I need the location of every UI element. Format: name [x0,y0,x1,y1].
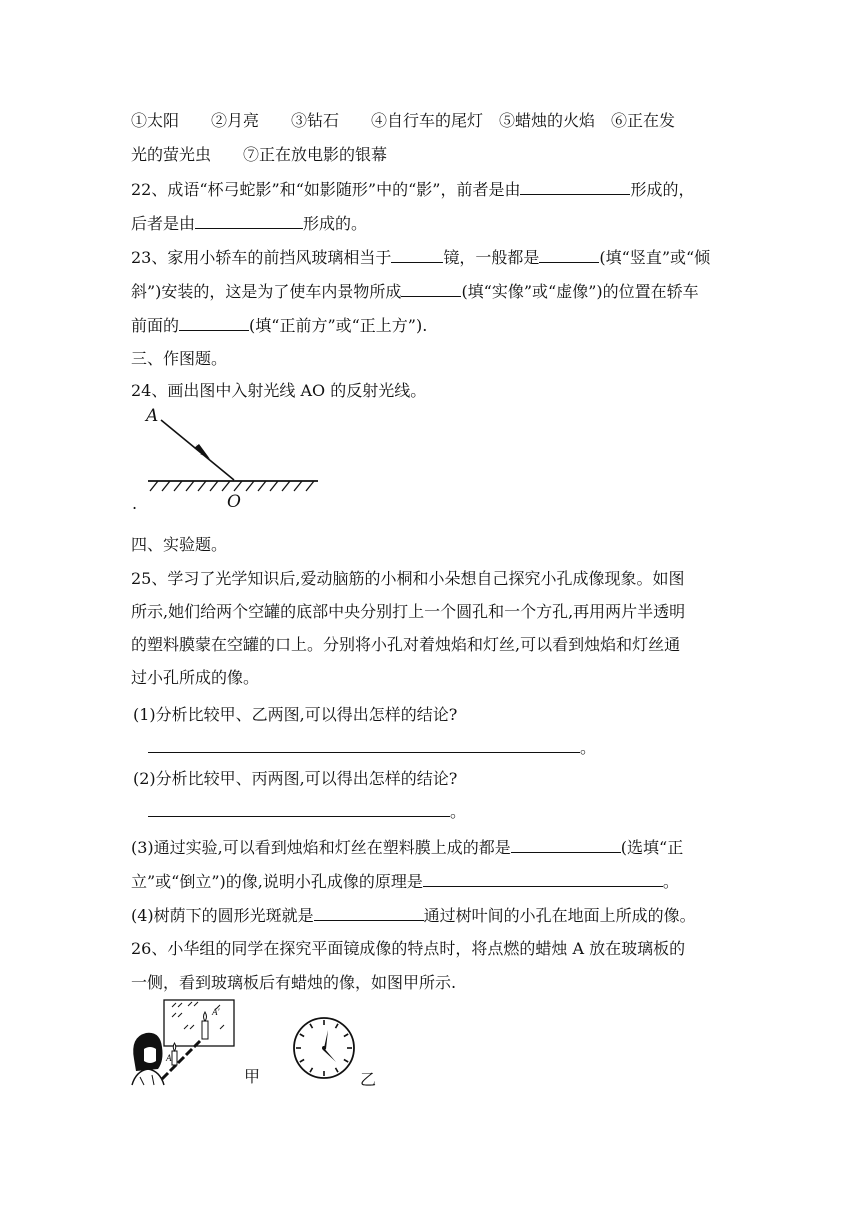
q22-blank-1[interactable] [520,178,630,195]
q25-sub1: (1)分析比较甲、乙两图,可以得出怎样的结论? [133,705,458,724]
q25-sub3-line1 [131,836,683,859]
arrowhead-fill [194,444,210,459]
q25-line1: 25、学习了光学知识后,爱动脑筋的小桐和小朵想自己探究小孔成像现象。如图 [131,569,685,588]
q23-text-d: 斜”)安装的，这是为了使车内景物所成 [131,282,402,301]
candle-image-icon [202,1012,208,1039]
q25-sub3-b: (选填“正 [620,838,684,857]
q25-sub3-d: 。 [662,872,679,891]
q24-label-a: A [146,406,159,426]
fig-yi-label: 乙 [360,1070,377,1089]
q26-line2: 一侧，看到玻璃板后有蜡烛的像，如图甲所示. [131,973,457,992]
q25-blank-5[interactable] [314,904,424,921]
q25-blank-2[interactable] [148,800,450,817]
figure-label-a: A [166,1053,172,1063]
q23-text-e: (填“实像”或“虚像”)的位置在轿车 [461,282,699,301]
q25-blank-1[interactable] [148,736,580,753]
q25-sub2-end: 。 [450,802,467,821]
q25-sub3-a: (3)通过实验,可以看到烛焰和灯丝在塑料膜上成的都是 [131,838,511,857]
q23-text-g: (填“正前方”或“正上方”). [249,316,428,335]
q23-text-c: (填“竖直”或“倾 [599,248,711,267]
q23-line2 [131,280,699,303]
q25-sub1-end: 。 [580,738,597,757]
q24-text: 24、画出图中入射光线 AO 的反射光线。 [131,381,427,400]
glass-plate [164,1000,234,1046]
q21-items-line1: ①太阳 ②月亮 ③钻石 ④自行车的尾灯 ⑤蜡烛的火焰 ⑥正在发 [131,111,676,130]
mirror-hatching [150,481,314,491]
figure-label-a-prime: A′ [212,1007,220,1017]
q25-sub4-a: (4)树荫下的圆形光斑就是 [131,906,314,925]
q23-text-f: 前面的 [131,316,180,335]
q23-blank-4[interactable] [179,314,249,331]
q25-sub1-answer-line [148,736,596,759]
q25-sub3-line2 [131,870,679,893]
q22-line2 [131,212,367,235]
q25-blank-3[interactable] [511,836,621,853]
q25-sub3-c: 立”或“倒立”)的像,说明小孔成像的原理是 [131,872,423,891]
clock-figure [290,1006,360,1090]
q24-dot: . [132,494,138,513]
q25-sub2: (2)分析比较甲、丙两图,可以得出怎样的结论? [133,769,458,788]
section3-title: 三、作图题。 [131,349,228,368]
q23-text-a: 23、家用小轿车的前挡风玻璃相当于 [131,248,392,267]
q24-label-o: O [227,492,241,512]
q25-line3: 的塑料膜蒙在空罐的口上。分别将小孔对着烛焰和灯丝,可以看到烛焰和灯丝通 [131,635,681,654]
q22-text-a: 22、成语“杯弓蛇影”和“如影随形”中的“影”，前者是由 [131,180,521,199]
mirror-experiment-figure [128,999,238,1085]
fig-jia-label: 甲 [244,1067,261,1086]
q22-text-c: 后者是由 [131,214,196,233]
q23-line1 [131,246,710,269]
q25-line4: 过小孔所成的像。 [131,668,260,687]
q22-text-b: 形成的， [630,180,695,199]
q25-line2: 所示,她们给两个空罐的底部中央分别打上一个圆孔和一个方孔,再用两片半透明 [131,602,686,621]
q23-text-b: 镜，一般都是 [443,248,540,267]
q25-sub4 [131,904,696,927]
q26-line1: 26、小华组的同学在探究平面镜成像的特点时，将点燃的蜡烛 A 放在玻璃板的 [131,939,686,958]
q25-blank-4[interactable] [423,870,663,887]
q23-line3 [131,314,427,337]
q25-sub4-b: 通过树叶间的小孔在地面上所成的像。 [423,906,696,925]
q25-sub2-answer-line [148,800,466,823]
q22-blank-2[interactable] [195,212,303,229]
q23-blank-1[interactable] [391,246,443,263]
q23-blank-3[interactable] [401,280,461,297]
q22-line1 [131,178,694,201]
section4-title: 四、实验题。 [131,535,228,554]
q23-blank-2[interactable] [539,246,599,263]
student-head-icon [132,1033,164,1085]
q21-items-line2: 光的萤光虫 ⑦正在放电影的银幕 [131,145,388,164]
q22-text-d: 形成的。 [303,214,368,233]
